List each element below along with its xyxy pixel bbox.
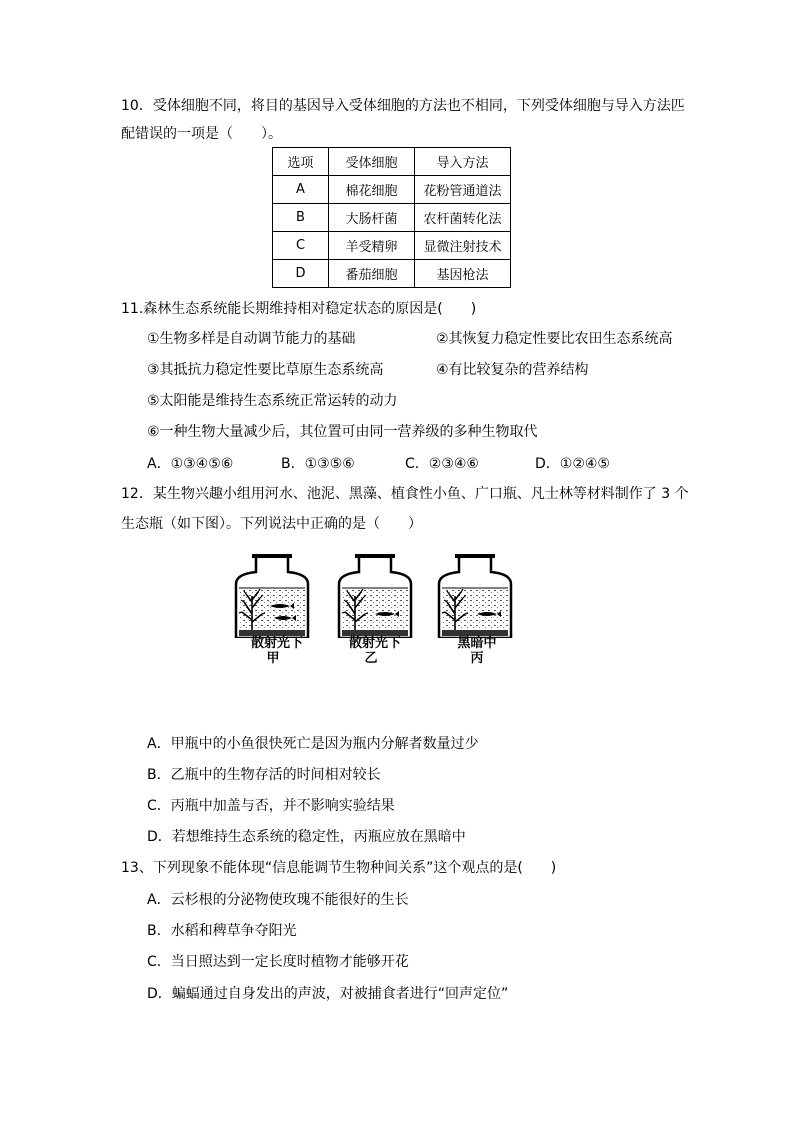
q12-stem-line2: 生态瓶（如下图）。下列说法中正确的是（ ）	[121, 516, 422, 532]
q11-option-a[interactable]: A．①③④⑤⑥	[147, 456, 234, 472]
table-cell: 大肠杆菌	[329, 204, 415, 232]
table-cell: B	[273, 204, 329, 232]
bottle-yi	[339, 554, 411, 638]
q11-option-d[interactable]: D．①②④⑤	[535, 456, 610, 472]
table-row	[273, 204, 511, 232]
bottle-bing-condition: 黑暗中	[457, 636, 497, 651]
q12-stem-line1: 12．某生物兴趣小组用河水、池泥、黑藻、植食性小鱼、广口瓶、凡士林等材料制作了 3 个	[121, 486, 689, 502]
bottle-jia	[236, 554, 308, 638]
table-row	[273, 260, 511, 288]
q11-statement-6: ⑥一种生物大量减少后，其位置可由同一营养级的多种生物取代	[147, 424, 538, 440]
q12-option-c[interactable]: C．丙瓶中加盖与否，并不影响实验结果	[147, 798, 395, 814]
q12-option-d[interactable]: D．若想维持生态系统的稳定性，丙瓶应放在黑暗中	[147, 829, 466, 845]
table-row	[273, 232, 511, 260]
table-cell: 棉花细胞	[329, 176, 415, 204]
ecosystem-bottles-diagram	[230, 548, 520, 638]
table-cell: 基因枪法	[415, 260, 511, 288]
q11-statement-2: ②其恢复力稳定性要比农田生态系统高	[436, 331, 673, 347]
q12-option-b[interactable]: B．乙瓶中的生物存活的时间相对较长	[147, 767, 381, 783]
table-cell: 农杆菌转化法	[415, 204, 511, 232]
q11-statement-3: ③其抵抗力稳定性要比草原生态系统高	[147, 362, 384, 378]
table-row	[273, 176, 511, 204]
table-header-cell: 受体细胞	[329, 148, 415, 176]
q12-option-a[interactable]: A．甲瓶中的小鱼很快死亡是因为瓶内分解者数量过少	[147, 736, 479, 752]
table-header-cell: 选项	[273, 148, 329, 176]
ecosystem-bottles-figure	[230, 548, 520, 674]
q13-stem: 13、下列现象不能体现“信息能调节生物种间关系”这个观点的是( )	[121, 860, 557, 876]
q10-table	[272, 147, 511, 288]
bottle-jia-condition: 散射光下	[250, 636, 303, 651]
q11-statement-4: ④有比较复杂的营养结构	[436, 362, 589, 378]
q11-option-b[interactable]: B．①③⑤⑥	[281, 456, 355, 472]
q11-statement-1: ①生物多样是自动调节能力的基础	[147, 331, 356, 347]
bottle-bing	[439, 554, 511, 638]
bottle-jia-name: 甲	[266, 651, 280, 666]
q11-stem: 11.森林生态系统能长期维持相对稳定状态的原因是( )	[121, 301, 477, 317]
q10-stem-line1: 10．受体细胞不同，将目的基因导入受体细胞的方法也不相同，下列受体细胞与导入方法匹	[121, 98, 685, 114]
bottle-yi-condition: 散射光下	[348, 636, 401, 651]
q13-option-b[interactable]: B．水稻和稗草争夺阳光	[147, 923, 297, 939]
table-header-cell: 导入方法	[415, 148, 511, 176]
table-cell: 显微注射技术	[415, 232, 511, 260]
bottle-bing-name: 丙	[470, 651, 484, 666]
table-cell: 羊受精卵	[329, 232, 415, 260]
q11-option-c[interactable]: C．②③④⑥	[405, 456, 479, 472]
table-cell: D	[273, 260, 329, 288]
q13-option-a[interactable]: A．云杉根的分泌物使玫瑰不能很好的生长	[147, 892, 409, 908]
bottle-yi-name: 乙	[364, 651, 378, 666]
table-cell: 花粉管通道法	[415, 176, 511, 204]
table-cell: 番茄细胞	[329, 260, 415, 288]
table-header-row	[273, 148, 511, 176]
q10-stem-line2: 配错误的一项是（ ）。	[121, 126, 282, 142]
table-cell: C	[273, 232, 329, 260]
table-cell: A	[273, 176, 329, 204]
q13-option-d[interactable]: D．蝙蝠通过自身发出的声波，对被捕食者进行“回声定位”	[147, 986, 509, 1002]
q11-statement-5: ⑤太阳能是维持生态系统正常运转的动力	[147, 393, 398, 409]
q13-option-c[interactable]: C．当日照达到一定长度时植物才能够开花	[147, 954, 409, 970]
